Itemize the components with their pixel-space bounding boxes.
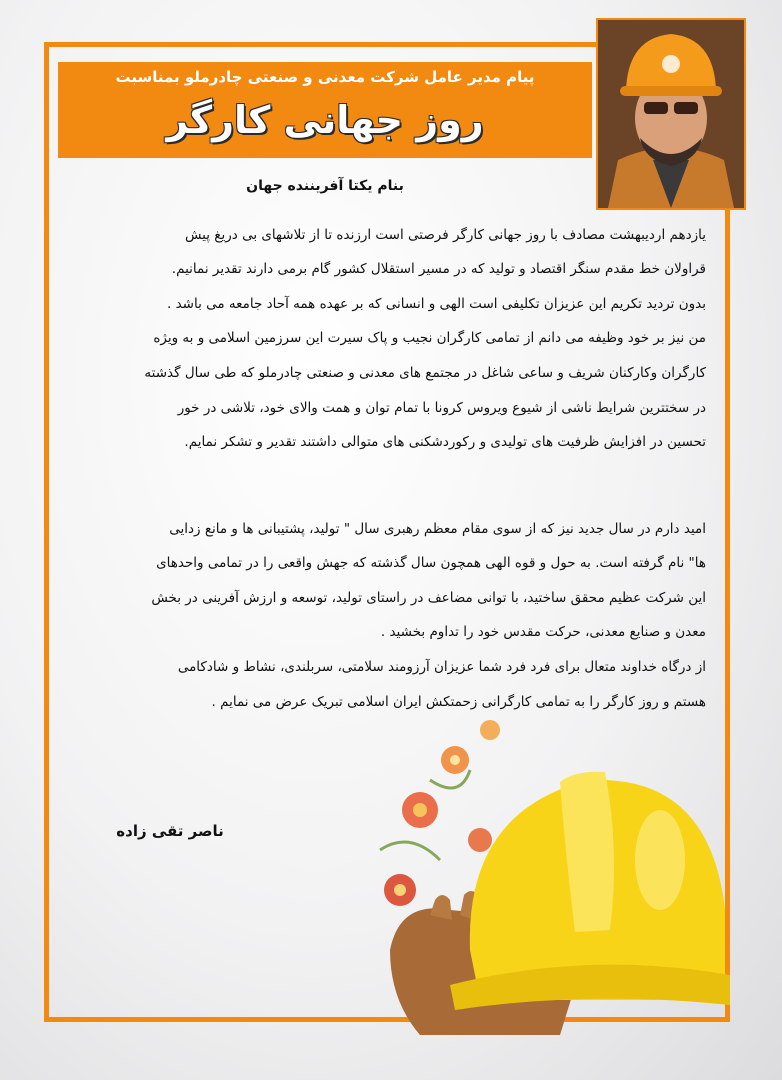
- paragraph-2: [80, 512, 706, 720]
- bismillah-line: بنام یکتا آفریننده جهان: [246, 178, 404, 194]
- text-line: [80, 581, 706, 616]
- text-line-content: در سختترین شرایط ناشی از شیوع ویروس کرونا با تمام توان و همت والای خود، تلاشی در خور: [177, 399, 706, 416]
- text-line-content: این شرکت عظیم محقق ساختید، با توانی مضاعف در راستای تولید، توسعه و ارزش آفرینی در بخش: [151, 589, 706, 606]
- man-in-hardhat-icon: [598, 20, 744, 208]
- text-line: [80, 253, 706, 288]
- text-line: [80, 426, 706, 461]
- header-banner: [58, 62, 592, 158]
- portrait-photo: [596, 18, 746, 210]
- text-line: [80, 322, 706, 357]
- signature-name: ناصر تقی زاده: [116, 822, 224, 840]
- text-line: [80, 547, 706, 582]
- text-line-content: امید دارم در سال جدید نیز که از سوی مقام معظم رهبری سال " تولید، پشتیبانی ها و مانع زدایی: [169, 520, 706, 537]
- header-subtitle: پیام مدیر عامل شرکت معدنی و صنعتی چادرملو بمناسبت: [115, 68, 535, 86]
- text-line-content: من نیز بر خود وظیفه می دانم از تمامی کارگران نجیب و پاک سیرت این سرزمین اسلامی و به ویژه: [153, 330, 706, 347]
- text-line: [80, 356, 706, 391]
- text-line-content: هستم و روز کارگر را به تمامی کارگرانی زحمتکش ایران اسلامی تبریک عرض می نمایم .: [211, 693, 706, 710]
- text-line-content: معدن و صنایع معدنی، حرکت مقدس خود را تداوم بخشید .: [380, 624, 706, 641]
- text-line: [80, 512, 706, 547]
- text-line-content: تحسین در افزایش ظرفیت های تولیدی و رکوردشکنی های متوالی داشتند تقدیر و تشکر نمایم.: [184, 434, 706, 451]
- hardhat-gloves-flowers-icon: [360, 700, 730, 1040]
- text-line: [80, 391, 706, 426]
- text-line: [80, 287, 706, 322]
- header-title: روز جهانی کارگر: [166, 98, 484, 142]
- text-line-content: قراولان خط مقدم سنگر اقتصاد و تولید که در مسیر استقلال کشور گام برمی دارند تقدیر نمانیم.: [171, 261, 706, 278]
- text-line-content: کارگران وکارکنان شریف و ساعی شاغل در مجتمع های معدنی و صنعتی چادرملو که طی سال گذشته: [144, 364, 706, 381]
- text-line-content: بدون تردید تکریم این عزیزان تکلیفی است الهی و انسانی که بر عهده همه آحاد جامعه می باشد .: [166, 295, 706, 312]
- paragraph-1: [80, 218, 706, 460]
- text-line-content: ها" نام گرفته است. به حول و قوه الهی همچون سال گذشته که جهش واقعی را در تمامی واحدهای: [156, 555, 706, 572]
- text-line: [80, 616, 706, 651]
- text-line-content: یازدهم اردیبهشت مصادف با روز جهانی کارگر فرصتی است ارزنده تا از تلاشهای بی دریغ پیش: [184, 226, 706, 243]
- text-line-content: از درگاه خداوند متعال برای فرد فرد شما عزیزان آرزومند سلامتی، سربلندی، نشاط و شادکامی: [177, 658, 706, 675]
- text-line: [80, 218, 706, 253]
- text-line: [80, 650, 706, 685]
